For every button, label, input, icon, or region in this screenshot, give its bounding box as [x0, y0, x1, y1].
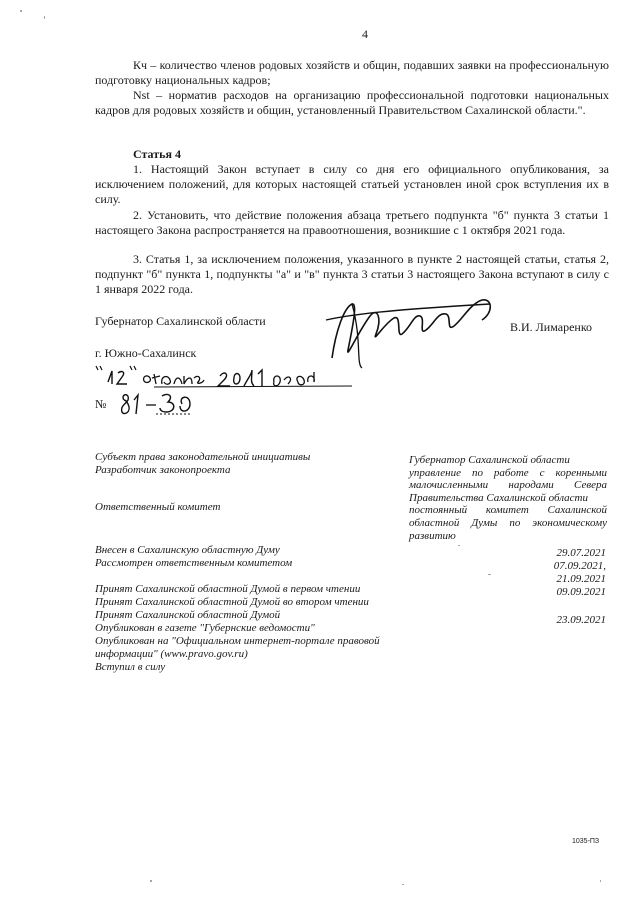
timeline-label: Вступил в силу: [95, 661, 166, 673]
definition-nst: Nst – норматив расходов на организацию профессиональной подготовки национальных кадров для родовых хозяйств и общин, установленный Правительством Сахалинской области.".: [95, 88, 609, 117]
signatory-position: Губернатор Сахалинской области: [95, 314, 266, 328]
timeline-label: Принят Сахалинской областной Думой в первом чтении: [95, 583, 361, 595]
meta-right-values: [409, 454, 607, 542]
signatory-name: В.И. Лимаренко: [510, 320, 593, 334]
article-item-3: 3. Статья 1, за исключением положения, указанного в пункте 2 настоящей статьи, статья 2, подпункт "б" пункта 1, подпункты "а" и "в" пункта 3 статьи 3 настоящего Закона вступают в силу с 1 января 2022 года.: [95, 252, 609, 296]
scan-speck: [402, 884, 404, 885]
scan-speck: [20, 10, 22, 12]
document-id: 1035-ПЗ: [572, 838, 600, 845]
timeline-date: 29.07.2021: [556, 547, 606, 559]
timeline-label: Опубликован на "Официальном интернет-портале правовой информации" (www.pravo.gov.ru): [95, 635, 380, 660]
timeline-date: 23.09.2021: [556, 614, 606, 626]
article-item-1: 1. Настоящий Закон вступает в силу со дня его официального опубликования, за исключением положений, для которых настоящей статьей установлен иной срок вступления их в силу.: [95, 162, 609, 206]
meta-developer-label: Разработчик законопроекта: [95, 464, 231, 476]
definition-kch: Кч – количество членов родовых хозяйств и общин, подавших заявки на профессиональную подготовку национальных кадров;: [95, 58, 609, 87]
scan-speck: [44, 16, 45, 19]
timeline-date: 09.09.2021: [556, 586, 606, 598]
signing-city: г. Южно-Сахалинск: [95, 346, 197, 360]
scan-speck: [600, 880, 601, 882]
meta-developer-value: управление по работе с коренными малочисленными народами Севера Правительства Сахалинской области: [409, 466, 607, 504]
handwritten-signature: [322, 290, 500, 370]
timeline-label: Внесен в Сахалинскую областную Думу: [95, 544, 280, 556]
handwritten-number: [116, 390, 196, 416]
page-number: 4: [362, 27, 368, 41]
meta-initiator-value: Губернатор Сахалинской области: [409, 454, 570, 466]
meta-subject-label: Субъект права законодательной инициативы: [95, 451, 311, 463]
handwritten-date: [94, 364, 356, 390]
timeline-label: Рассмотрен ответственным комитетом: [95, 557, 293, 569]
meta-committee-label: Ответственный комитет: [95, 501, 221, 513]
article-item-2: 2. Установить, что действие положения абзаца третьего подпункта "б" пункта 3 статьи 1 настоящего Закона распространяется на правоотношения, возникшие с 1 октября 2021 года.: [95, 208, 609, 237]
scan-speck: [458, 545, 460, 546]
article-heading: Статья 4: [133, 147, 181, 161]
timeline-date: 21.09.2021: [556, 573, 606, 585]
timeline-label: Принят Сахалинской областной Думой: [95, 609, 281, 621]
timeline-label: Опубликован в газете "Губернские ведомости": [95, 622, 315, 634]
meta-committee-value: постоянный комитет Сахалинской областной Думы по экономическому развитию: [409, 504, 607, 542]
timeline-date: 07.09.2021,: [553, 560, 606, 572]
timeline-label: Принят Сахалинской областной Думой во втором чтении: [95, 596, 369, 608]
number-label: №: [95, 397, 107, 411]
scan-speck: [150, 880, 152, 882]
scan-speck: [488, 574, 491, 575]
